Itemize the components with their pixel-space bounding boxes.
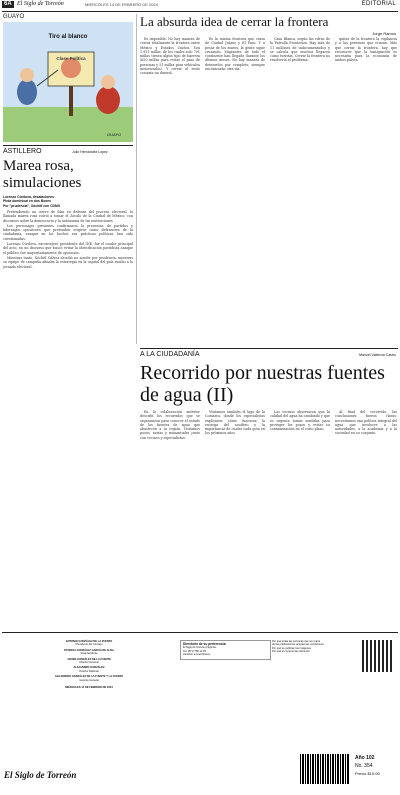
notice-line: Por qué el compromiso del lector	[272, 650, 310, 654]
editorial-col-3: Casa Blanca, según las cifras de la Patrulla Fronteriza. Hay más de 11 millones de indocumentados y se calcula que muchos llegaron como turistas. Cerrar la frontera no resolvería el problema.	[270, 37, 330, 63]
cartoon-drawing	[3, 22, 133, 142]
contact-title: Directorio de su preferencia:	[183, 642, 227, 646]
editorial-col-2: Es la misma frontera que cruza de Ciudad Juárez y El Paso. Y a pesar de los muros, la gente sigue cruzando. Migrantes de todo el continente han llegado durante los últimos meses. No hay manera de detenerlos por completo; siempre encontrarán otra vía.	[205, 37, 265, 72]
price: Precio $15.00	[355, 771, 380, 776]
page-number: 6A	[4, 1, 12, 7]
ciudadania-col-2: Visitamos también el lago de la Comarca, donde los especialistas explicaron cómo funciona la recarga del acuífero y la importancia de cuidar cada gota en los próximos años.	[205, 410, 265, 436]
newspaper-name: El Siglo de Torreón	[17, 1, 64, 7]
column-divider	[136, 14, 137, 344]
ciudadania-rule	[140, 348, 398, 349]
ciudadania-headline: Recorrido por nuestras fuentes de agua (II)	[140, 362, 385, 406]
editorial-headline: La absurda idea de cerrar la frontera	[140, 14, 329, 29]
contact-line: El Siglo de Torreón pregunta:	[183, 646, 217, 650]
year-issue: Año 102	[355, 755, 375, 761]
director-role: Gerente General	[79, 678, 99, 682]
director-role: Director Editorial	[79, 669, 99, 673]
astillero-body: Pretendiendo un cierre de filas en defensa del proceso electoral, la llamada marea rosa volvió a tomar el Zócalo de la Ciudad de México, con discursos sobre la democracia y la autonomía de las instituciones. Los personajes presentes confirmaron la presencia de partidos y liderazgos opositores que pretenden erigirse como defensores de la ciudadanía, aunque en los hechos sus prácticas políticas han sido cuestionadas. Lorenzo Córdova, exconsejero presidente del INE, fue el orador principal del acto, en un discurso que buscó evitar la identificación partidista aunque el público fue mayoritariamente de oposición. Mientras tanto, Xóchitl Gálvez decidió no acudir por prudencia, mientras su equipo de campaña afinaba la estrategia en la capital del país rumbo a la jornada electoral.	[3, 210, 133, 269]
cartoon	[3, 22, 133, 142]
director-name: ANTONIO GONZÁLEZ DE LA FUENTE	[65, 640, 113, 643]
director-name: ALEJANDRO GONZÁLEZ DE LA FUENTE Y LA FUENTE	[54, 675, 124, 679]
director-role: Vicepresidente	[80, 652, 98, 656]
notice-line: Por qué se publican las imágenes	[272, 646, 311, 650]
notice-line: de las publicaciones aceptan las condiciones	[272, 643, 324, 647]
ciudadania-col-4: Al final del recorrido, las conclusiones fueron claras: necesitamos una política integral del agua que involucre a las autoridades, a la academia y a la sociedad en su conjunto.	[335, 410, 397, 436]
qr-code	[362, 640, 394, 672]
cartoon-signature: GUAYO	[107, 132, 122, 137]
guayo-label: GUAYO	[3, 14, 25, 20]
ciudadania-col-3: Los vecinos observaron que la calidad del agua ha cambiado y que es urgente tomar medidas para proteger los pozos y evitar su contaminación en el corto plazo.	[270, 410, 330, 432]
contact-line: Atención a suscriptores	[183, 653, 210, 657]
cartoon-sign: Clase Política	[56, 56, 86, 61]
editorial-col-1: Es imposible. No hay manera de cerrar totalmente la frontera entre México y Estados Unidos. Son 1,951 millas, de los cuales solo 701 millas tienen algún tipo de barrera (650 millas para evitar el paso de personas y 51 millas para vehículos motorizados). Y cerrar el resto costaría un dineral.	[140, 37, 200, 76]
editorial-author: Jorge Ramos	[372, 31, 396, 36]
footer-logo: El Siglo de Torreón	[4, 770, 77, 780]
astillero-subhead: Por "prudencia", Xóchitl con CDMX	[3, 203, 61, 208]
notices	[272, 640, 357, 654]
footer-date: MIÉRCOLES 14 DE FEBRERO DE 2024	[65, 686, 113, 690]
director-name: ALEJANDRO GONZÁLEZ	[73, 666, 105, 670]
issue-number: No. 354	[355, 763, 373, 769]
header-rule	[2, 11, 398, 12]
contact-line: Tel. (871) 759 12 00	[183, 649, 207, 653]
astillero-author: Julio Hernández López	[72, 150, 108, 154]
header-date: MIÉRCOLES 14 DE FEBRERO DE 2024	[85, 2, 158, 7]
astillero-rule	[3, 145, 133, 146]
editorial-col-4: quitar de la frontera la vigilancia y a las personas que cruzan. Más que cerrar la frontera, hay que reconocer que la inmigración es necesaria para la economía de ambos países.	[335, 37, 397, 63]
director-name: JAVIER GONZÁLEZ DE LA FUENTE	[67, 657, 111, 661]
director-name: PATRICIA GONZÁLEZ GARCÍA DE ALBA	[64, 648, 114, 652]
astillero-subhead: Pinta dominical en dos Boxes	[3, 199, 52, 204]
director-role: Director General	[79, 661, 99, 665]
footer-rule	[2, 632, 398, 633]
notice-line: Por qué todas las personas que son parte	[272, 640, 321, 643]
contact-box	[180, 640, 271, 660]
astillero-subheads	[3, 195, 133, 208]
ciudadania-label: A LA CIUDADANÍA	[140, 351, 200, 358]
cartoon-title: Tiro al blanco	[48, 34, 88, 40]
section-name: EDITORIAL	[361, 1, 396, 7]
astillero-subhead: Lorenzo Córdova, desalaciones	[3, 195, 55, 199]
director-role: Presidente del Consejo	[75, 643, 103, 647]
astillero-label: ASTILLERO	[3, 148, 42, 155]
ciudadania-author: Manuel Valencia Castro	[359, 353, 396, 357]
barcode	[300, 754, 350, 784]
footer-directors	[4, 640, 174, 689]
astillero-headline: Marea rosa, simulaciones	[3, 158, 82, 191]
ciudadania-col-1: En la colaboración anterior describí los recorridos que se organizaron para conocer el estado de las fuentes de agua que abastecen a la región. Visitamos pozos, norias y manantiales junto con vecinos y especialistas.	[140, 410, 200, 440]
